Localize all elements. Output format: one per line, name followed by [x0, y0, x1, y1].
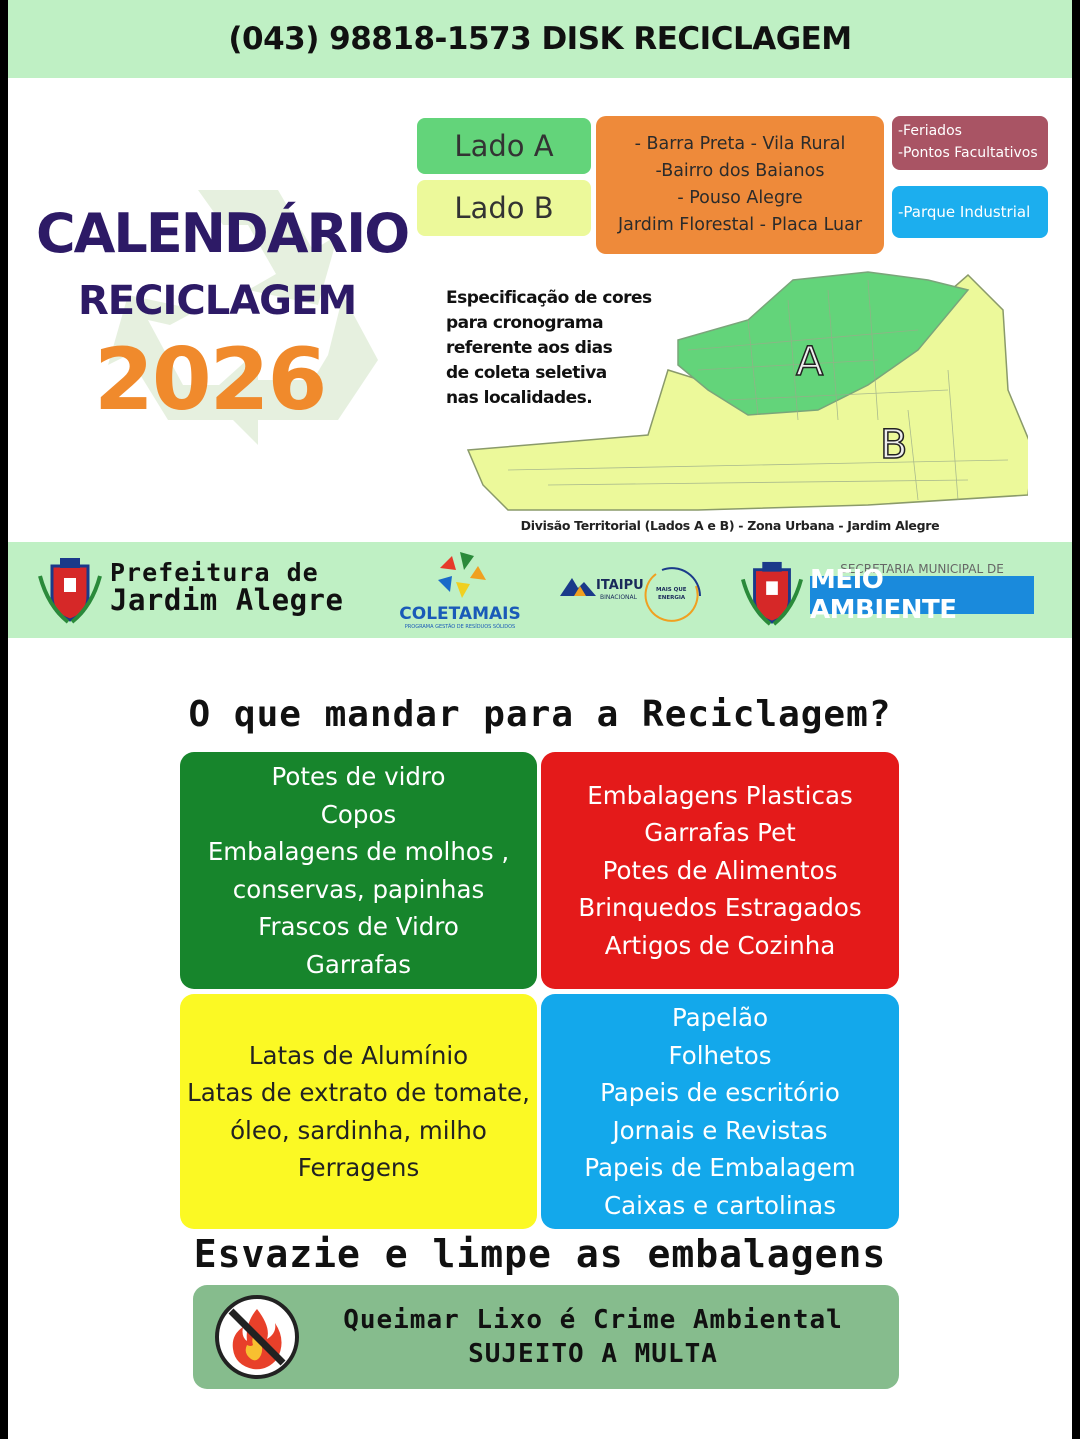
spec-line: Especificação de cores — [446, 288, 652, 308]
paper-item: Papeis de Embalagem — [584, 1153, 856, 1182]
legend-lado-b — [417, 180, 591, 236]
flyer-page — [8, 0, 1072, 1439]
legend-parque-label: -Parque Industrial — [898, 203, 1031, 221]
plastic-item: Artigos de Cozinha — [604, 930, 836, 960]
title-reciclagem: RECICLAGEM — [78, 278, 357, 324]
itaipu-name: ITAIPU — [596, 578, 644, 593]
legend-parque-industrial — [892, 186, 1048, 238]
metal-item: óleo, sardinha, milho — [230, 1115, 487, 1145]
itaipu-subtitle: BINACIONAL — [600, 594, 637, 601]
metal-item: Ferragens — [297, 1153, 420, 1182]
itaipu-tag-line1: MAIS QUE — [656, 587, 687, 593]
title-calendario: CALENDÁRIO — [36, 202, 409, 265]
paper-item: Papeis de escritório — [600, 1078, 840, 1107]
phone-banner — [8, 0, 1072, 78]
coletamais-name: COLETAMAIS — [399, 604, 521, 624]
spec-line: para cronograma — [446, 313, 604, 333]
coletamais-logo — [392, 548, 528, 634]
legend-bairros-line: - Pouso Alegre — [677, 188, 803, 208]
legend-bairros-line: Jardim Florestal - Placa Luar — [617, 215, 863, 235]
metal-category-box — [180, 994, 537, 1229]
legend-feriados-line: -Pontos Facultativos — [898, 145, 1038, 161]
secretaria-label: SECRETARIA MUNICIPAL DE — [840, 562, 1004, 576]
spec-line: referente aos dias — [446, 338, 613, 358]
plastic-category-box — [541, 752, 899, 989]
legend-lado-a-label: Lado A — [454, 129, 554, 163]
phone-text: (043) 98818-1573 DISK RECICLAGEM — [228, 21, 852, 57]
prefeitura-line2: Jardim Alegre — [110, 583, 344, 617]
itaipu-mark-icon — [560, 576, 596, 598]
clean-packaging-heading: Esvazie e limpe as embalagens — [193, 1232, 887, 1276]
map-label-b: B — [880, 422, 908, 468]
legend-lado-b-label: Lado B — [454, 191, 554, 225]
paper-category-box — [541, 994, 899, 1229]
city-crest-icon — [38, 556, 102, 624]
legend-feriados — [892, 116, 1048, 170]
paper-item: Folhetos — [668, 1040, 772, 1070]
city-crest-icon — [740, 560, 804, 626]
warning-text — [313, 1303, 873, 1371]
map-label-a: A — [796, 339, 824, 385]
legend-bairros-line: -Bairro dos Baianos — [655, 161, 825, 181]
plastic-item: Embalagens Plasticas — [587, 780, 853, 810]
map-caption: Divisão Territorial (Lados A e B) - Zona Urbana - Jardim Alegre — [520, 518, 940, 533]
legend-bairros-line: - Barra Preta - Vila Rural — [634, 134, 846, 154]
glass-item: Embalagens de molhos , — [207, 837, 510, 866]
prefeitura-line1: Prefeitura de — [110, 558, 319, 587]
itaipu-logo — [560, 566, 710, 624]
coletamais-subtitle: PROGRAMA GESTÃO DE RESÍDUOS SÓLIDOS — [404, 624, 516, 630]
paper-item: Jornais e Revistas — [612, 1115, 828, 1145]
warning-line2: SUJEITO A MULTA — [468, 1339, 718, 1369]
glass-item: Garrafas — [305, 949, 412, 979]
itaipu-tag-line2: ENERGIA — [658, 595, 686, 601]
glass-item: Frascos de Vidro — [258, 912, 459, 941]
meio-ambiente-label: MEIO AMBIENTE — [810, 576, 1034, 614]
glass-item: Potes de vidro — [271, 762, 446, 791]
burning-warning-box — [193, 1285, 899, 1389]
paper-item: Papelão — [671, 1003, 769, 1032]
glass-item: Copos — [320, 799, 397, 829]
glass-category-box — [180, 752, 537, 989]
metal-item: Latas de extrato de tomate, — [187, 1078, 530, 1107]
metal-item: Latas de Alumínio — [248, 1040, 469, 1070]
plastic-item: Brinquedos Estragados — [578, 893, 862, 923]
legend-lado-a — [417, 118, 591, 174]
color-spec-text — [446, 286, 676, 411]
legend-bairros — [596, 116, 884, 254]
spec-line: de coleta seletiva — [446, 363, 607, 383]
sponsor-logo-bar — [8, 542, 1072, 638]
warning-line1: Queimar Lixo é Crime Ambiental — [343, 1305, 843, 1335]
legend-feriados-line: -Feriados — [898, 123, 962, 139]
plastic-item: Potes de Alimentos — [602, 855, 838, 885]
title-year: 2026 — [94, 330, 326, 430]
paper-item: Caixas e cartolinas — [604, 1190, 836, 1220]
title-block — [28, 170, 428, 470]
spec-line: nas localidades. — [446, 388, 593, 408]
plastic-item: Garrafas Pet — [644, 818, 796, 848]
hands-icon — [430, 548, 490, 600]
no-fire-icon — [213, 1293, 301, 1381]
glass-item: conservas, papinhas — [232, 874, 485, 904]
prefeitura-logo-text — [110, 558, 343, 617]
recycling-heading: O que mandar para a Reciclagem? — [188, 694, 892, 735]
